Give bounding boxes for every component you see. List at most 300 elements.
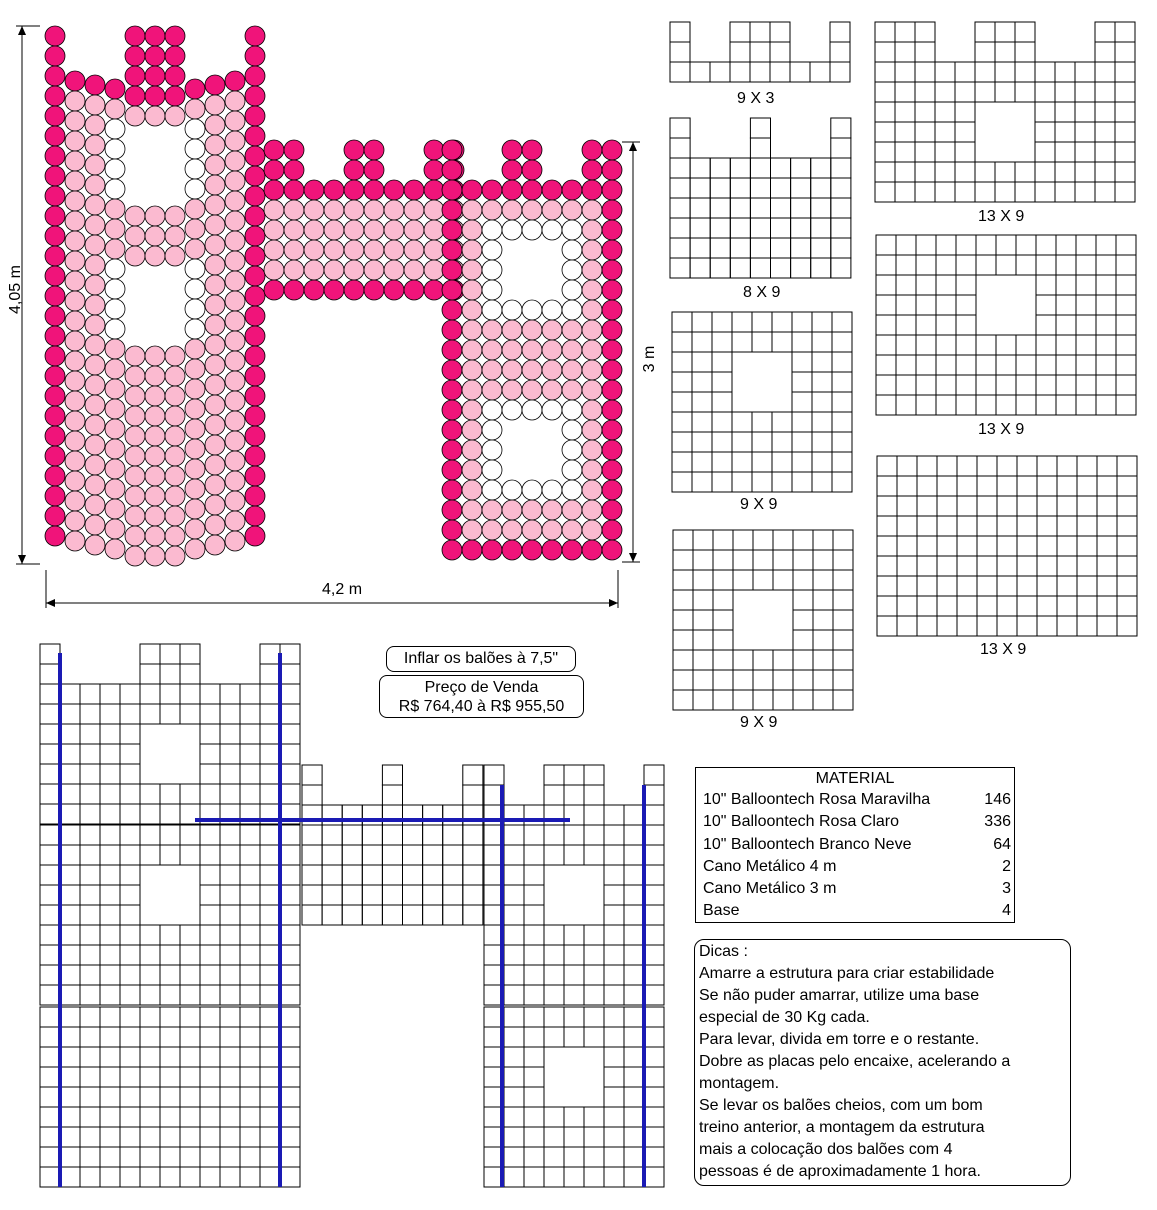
grid-cell [362, 845, 382, 865]
balloon [85, 75, 105, 95]
grid-cell [100, 905, 120, 925]
balloon [85, 215, 105, 235]
grid-cell [260, 664, 280, 684]
grid-cell [504, 925, 524, 945]
grid-cell [956, 275, 976, 295]
grid-cell [1117, 616, 1137, 636]
grid-cell [382, 885, 402, 905]
grid-cell [604, 865, 624, 885]
grid-cell [956, 295, 976, 315]
balloon [324, 240, 344, 260]
grid-cell [322, 865, 342, 885]
grid-cell [200, 1107, 220, 1127]
grid-cell [1117, 536, 1137, 556]
balloon [245, 346, 265, 366]
grid-cell [524, 1047, 544, 1067]
balloon [45, 106, 65, 126]
grid-cell [260, 1147, 280, 1167]
grid-cell [995, 42, 1015, 62]
balloon [85, 495, 105, 515]
arrow-head [18, 555, 26, 564]
balloon [85, 435, 105, 455]
grid-cell [1056, 315, 1076, 335]
grid-cell [975, 62, 995, 82]
grid-cell [624, 1027, 644, 1047]
balloon [45, 126, 65, 146]
grid-cell [140, 965, 160, 985]
balloon [105, 259, 125, 279]
grid-cell [504, 825, 524, 845]
balloon [364, 140, 384, 160]
grid-cell [670, 198, 690, 218]
grid-cell [260, 644, 280, 664]
balloon [205, 255, 225, 275]
grid-cell [644, 885, 664, 905]
grid-cell [1057, 456, 1077, 476]
balloon [384, 260, 404, 280]
grid-cell [120, 825, 140, 845]
grid-cell [895, 122, 915, 142]
grid-cell [670, 178, 690, 198]
balloon [45, 266, 65, 286]
grid-cell [1016, 335, 1036, 355]
grid-cell [673, 550, 693, 570]
balloon [225, 471, 245, 491]
grid-cell [200, 1087, 220, 1107]
balloon [562, 300, 582, 320]
grid-cell [975, 162, 995, 182]
balloon [522, 360, 542, 380]
grid-cell [644, 1027, 664, 1047]
grid-cell [996, 395, 1016, 415]
grid-cell [60, 684, 80, 704]
balloon [125, 246, 145, 266]
grid-cell [956, 395, 976, 415]
balloon [225, 371, 245, 391]
grid-cell [644, 1047, 664, 1067]
grid-cell [713, 630, 733, 650]
grid-cell [524, 1067, 544, 1087]
grid-cell [120, 1067, 140, 1087]
grid-cell [1095, 182, 1115, 202]
grid-cell [544, 1107, 564, 1127]
grid-cell [1097, 536, 1117, 556]
balloon [562, 480, 582, 500]
balloon [344, 220, 364, 240]
grid-cell [1017, 596, 1037, 616]
grid-cell [916, 275, 936, 295]
balloon [185, 479, 205, 499]
grid-cell [915, 122, 935, 142]
grid-cell [831, 258, 851, 278]
balloon [225, 91, 245, 111]
balloon [582, 440, 602, 460]
grid-cell [120, 945, 140, 965]
balloon [105, 179, 125, 199]
grid-cell [791, 218, 811, 238]
grid-cell [832, 452, 852, 472]
material-qty: 2 [1002, 857, 1011, 875]
grid-cell [604, 945, 624, 965]
grid-cell [322, 825, 342, 845]
balloon [324, 180, 344, 200]
grid-cell [362, 825, 382, 845]
grid-cell [60, 845, 80, 865]
grid-cell [584, 1007, 604, 1027]
grid-cell [813, 630, 833, 650]
grid-cell [813, 650, 833, 670]
grid-cell [1036, 375, 1056, 395]
grid-cell [773, 650, 793, 670]
grid-cell [120, 724, 140, 744]
grid-cell [160, 1127, 180, 1147]
grid-cell [40, 644, 60, 664]
balloon-castle-illustration [45, 26, 622, 566]
grid-cell [833, 610, 853, 630]
balloon [245, 306, 265, 326]
grid-cell [1057, 496, 1077, 516]
balloon [85, 335, 105, 355]
grid-cell [730, 178, 750, 198]
grid-cell [80, 1067, 100, 1087]
grid-cell [1097, 456, 1117, 476]
grid-cell [710, 218, 730, 238]
grid-cell [120, 684, 140, 704]
grid-cell [792, 372, 812, 392]
grid-cell [463, 865, 483, 885]
grid-cell [895, 62, 915, 82]
grid-cell [1117, 476, 1137, 496]
balloon [602, 340, 622, 360]
grid-cell [160, 684, 180, 704]
grid-cell [220, 825, 240, 845]
grid-cell [730, 258, 750, 278]
balloon [542, 360, 562, 380]
grid-cell [604, 1107, 624, 1127]
grid-cell [977, 616, 997, 636]
grid-cell [100, 684, 120, 704]
grid-cell [712, 452, 732, 472]
balloon [205, 175, 225, 195]
balloon [284, 200, 304, 220]
grid-cell [584, 945, 604, 965]
grid-cell [260, 1127, 280, 1147]
balloon [522, 540, 542, 560]
grid-cell [672, 472, 692, 492]
grid-cell [100, 724, 120, 744]
grid-cell [280, 764, 300, 784]
grid-cell [1075, 182, 1095, 202]
grid-cell [524, 925, 544, 945]
grid-cell [100, 925, 120, 945]
grid-cell [160, 704, 180, 724]
balloon [65, 91, 85, 111]
grid-cell [1097, 596, 1117, 616]
grid-cell [896, 235, 916, 255]
grid-cell [504, 1087, 524, 1107]
grid-cell [895, 82, 915, 102]
balloon [225, 411, 245, 431]
grid-cell [732, 412, 752, 432]
grid-cell [322, 845, 342, 865]
grid-cell [644, 765, 664, 785]
grid-cell [1096, 235, 1116, 255]
grid-cell [524, 1007, 544, 1027]
balloon [522, 180, 542, 200]
grid-cell [180, 825, 200, 845]
grid-cell [200, 684, 220, 704]
grid-cell [672, 392, 692, 412]
grid-cell [240, 1147, 260, 1167]
balloon [145, 446, 165, 466]
grid-cell [584, 1127, 604, 1147]
grid-cell [1076, 315, 1096, 335]
balloon [582, 160, 602, 180]
grid-cell [160, 925, 180, 945]
grid-cell [280, 1127, 300, 1147]
balloon [85, 535, 105, 555]
balloon [542, 540, 562, 560]
balloon [165, 506, 185, 526]
grid-cell [240, 724, 260, 744]
grid-cell [140, 704, 160, 724]
grid-cell [833, 690, 853, 710]
balloon [65, 371, 85, 391]
grid-cell [624, 845, 644, 865]
balloon [364, 220, 384, 240]
balloon [462, 240, 482, 260]
balloon [404, 240, 424, 260]
grid-cell [604, 1047, 624, 1067]
balloon [245, 386, 265, 406]
balloon [105, 239, 125, 259]
grid-cell [220, 905, 240, 925]
grid-cell [1096, 275, 1116, 295]
grid-cell [80, 804, 100, 824]
grid-cell [752, 332, 772, 352]
grid-cell [936, 375, 956, 395]
balloon [65, 151, 85, 171]
arrow-head [609, 599, 618, 607]
window-opening [544, 1047, 604, 1107]
grid-cell [712, 392, 732, 412]
balloon [344, 200, 364, 220]
tips-line: especial de 30 Kg cada. [699, 1009, 870, 1026]
grid-panel [876, 235, 1136, 415]
balloon [185, 199, 205, 219]
grid-cell [832, 372, 852, 392]
grid-cell [1016, 255, 1036, 275]
grid-cell [564, 1147, 584, 1167]
grid-cell [773, 670, 793, 690]
grid-cell [712, 352, 732, 372]
material-name: 10" Balloontech Branco Neve [703, 835, 912, 853]
grid-cell [180, 985, 200, 1005]
grid-cell [672, 452, 692, 472]
grid-cell [504, 1147, 524, 1167]
balloon [245, 426, 265, 446]
tips-line: Dicas : [699, 943, 748, 960]
grid-cell [280, 1007, 300, 1027]
grid-cell [1077, 456, 1097, 476]
grid-cell [811, 218, 831, 238]
balloon [185, 79, 205, 99]
grid-cell [997, 596, 1017, 616]
grid-cell [60, 744, 80, 764]
grid-cell [280, 965, 300, 985]
grid-cell [280, 724, 300, 744]
grid-cell [713, 530, 733, 550]
balloon [602, 480, 622, 500]
grid-cell [977, 476, 997, 496]
grid-cell [1016, 235, 1036, 255]
grid-cell [260, 1087, 280, 1107]
grid-cell [955, 122, 975, 142]
grid-cell [644, 1007, 664, 1027]
grid-cell [1016, 375, 1036, 395]
grid-cell [772, 312, 792, 332]
grid-cell [831, 158, 851, 178]
balloon [384, 220, 404, 240]
balloon [384, 240, 404, 260]
grid-cell [463, 765, 483, 785]
grid-cell [692, 352, 712, 372]
balloon [85, 375, 105, 395]
grid-cell [524, 965, 544, 985]
balloon [424, 240, 444, 260]
grid-cell [403, 905, 423, 925]
grid-cell [976, 395, 996, 415]
grid-cell [544, 825, 564, 845]
grid-cell [753, 650, 773, 670]
balloon [442, 320, 462, 340]
grid-cell [936, 335, 956, 355]
balloon [562, 320, 582, 340]
grid-cell [1096, 335, 1116, 355]
grid-cell [80, 1107, 100, 1127]
balloon [165, 106, 185, 126]
balloon [185, 219, 205, 239]
grid-cell [995, 62, 1015, 82]
balloon [165, 46, 185, 66]
grid-cell [1055, 82, 1075, 102]
grid-cell [997, 496, 1017, 516]
grid-cell [976, 235, 996, 255]
balloon [522, 300, 542, 320]
grid-cell [771, 158, 791, 178]
grid-cell [1115, 22, 1135, 42]
balloon [85, 295, 105, 315]
grid-cell [897, 456, 917, 476]
grid-cell [180, 704, 200, 724]
price-label: Preço de Venda [424, 679, 539, 696]
balloon [65, 351, 85, 371]
balloon [582, 220, 602, 240]
grid-cell [792, 352, 812, 372]
balloon [245, 366, 265, 386]
grid-cell [750, 178, 770, 198]
balloon [45, 226, 65, 246]
grid-cell [733, 690, 753, 710]
balloon [185, 359, 205, 379]
grid-cell [1057, 556, 1077, 576]
grid-cell [220, 724, 240, 744]
balloon [105, 419, 125, 439]
grid-cell [644, 945, 664, 965]
grid-cell [524, 945, 544, 965]
balloon [602, 380, 622, 400]
grid-cell [672, 352, 692, 372]
grid-cell [120, 784, 140, 804]
grid-cell [976, 335, 996, 355]
grid-cell [280, 985, 300, 1005]
grid-cell [160, 1047, 180, 1067]
grid-cell [896, 295, 916, 315]
grid-cell [260, 1067, 280, 1087]
balloon [502, 200, 522, 220]
tips-line: Amarre a estrutura para criar estabilidade [699, 965, 995, 982]
balloon [85, 95, 105, 115]
grid-cell [1037, 616, 1057, 636]
grid-cell [750, 118, 770, 138]
balloon [105, 539, 125, 559]
grid-cell [463, 825, 483, 845]
grid-cell [40, 1007, 60, 1027]
tips-box [694, 939, 1071, 1186]
balloon [602, 160, 622, 180]
grid-cell [875, 162, 895, 182]
balloon [45, 26, 65, 46]
balloon [602, 500, 622, 520]
grid-cell [693, 650, 713, 670]
grid-cell [693, 670, 713, 690]
material-title: MATERIAL [815, 770, 895, 787]
grid-cell [160, 644, 180, 664]
grid-panel [670, 22, 850, 82]
balloon [522, 520, 542, 540]
balloon [562, 400, 582, 420]
grid-cell [1076, 335, 1096, 355]
grid-cell [791, 258, 811, 278]
grid-cell [200, 1147, 220, 1167]
grid-cell [644, 1087, 664, 1107]
grid-cell [443, 905, 463, 925]
grid-cell [280, 1087, 300, 1107]
grid-cell [955, 182, 975, 202]
grid-cell [750, 62, 770, 82]
grid-cell [382, 825, 402, 845]
grid-cell [260, 885, 280, 905]
balloon [542, 220, 562, 240]
material-qty: 64 [993, 835, 1011, 853]
grid-cell [935, 62, 955, 82]
grid-cell [100, 1167, 120, 1187]
grid-cell [877, 516, 897, 536]
grid-cell [1097, 496, 1117, 516]
grid-cell [524, 905, 544, 925]
balloon [65, 231, 85, 251]
balloon [344, 160, 364, 180]
balloon [125, 486, 145, 506]
balloon [225, 491, 245, 511]
grid-cell [1116, 375, 1136, 395]
grid-cell [180, 644, 200, 664]
panel-label: 13 X 9 [978, 421, 1025, 438]
grid-cell [957, 456, 977, 476]
grid-cell [997, 576, 1017, 596]
grid-cell [100, 1107, 120, 1127]
grid-cell [160, 1147, 180, 1167]
